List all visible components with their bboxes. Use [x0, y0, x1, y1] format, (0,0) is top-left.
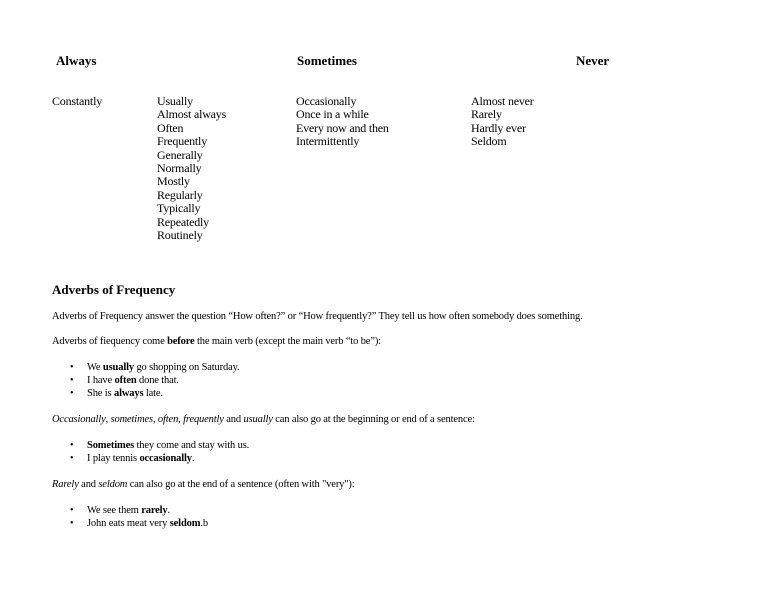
text-run: John eats meat very: [87, 518, 170, 529]
text-run: We see them: [87, 505, 142, 516]
intro-paragraph: Adverbs of Frequency answer the question “How often?” or “How frequently?” They tell us how often somebody does something.: [52, 311, 583, 322]
position-paragraph: [52, 413, 475, 426]
column-never-words: [471, 95, 534, 149]
word-item: Occasionally: [296, 94, 357, 108]
list-item: [52, 504, 208, 517]
bold-word: rarely: [141, 505, 168, 516]
list-item: [52, 387, 240, 400]
italic-word: often: [157, 414, 179, 425]
text-run: late.: [143, 388, 163, 399]
word-item: Seldom: [471, 134, 507, 149]
header-sometimes: Sometimes: [297, 53, 357, 68]
text-run: .: [191, 453, 195, 464]
bold-word: seldom: [169, 518, 201, 529]
list-item: [52, 517, 208, 530]
word-item: Regularly: [157, 187, 203, 202]
example-list-2: [52, 439, 249, 465]
italic-word: seldom: [98, 479, 128, 490]
text-run: the main verb (except the main verb “to be”):: [194, 336, 381, 347]
example-list-3: [52, 504, 208, 530]
column-sometimes-words: [296, 95, 389, 149]
bold-word: before: [167, 336, 195, 347]
text-run: She is: [87, 388, 114, 399]
italic-word: Occasionally: [52, 414, 106, 425]
text-run: Adverbs of fiequency come: [52, 336, 168, 347]
bold-word: occasionally: [139, 453, 192, 464]
column-constantly: [52, 95, 102, 108]
bold-word: Sometimes: [87, 440, 135, 451]
text-run: and: [78, 479, 99, 490]
italic-word: Rarely: [52, 479, 79, 490]
word-item: Repeatedly: [157, 214, 209, 229]
text-run: done that.: [136, 375, 179, 386]
word-item: Normally: [157, 161, 202, 176]
header-always: Always: [56, 53, 97, 68]
italic-word: sometimes: [110, 414, 153, 425]
list-item: [52, 452, 249, 465]
header-never: Never: [576, 53, 610, 68]
italic-word: frequently: [183, 414, 224, 425]
text-run: can also go at the beginning or end of a sentence:: [272, 414, 475, 425]
text-run: We: [87, 362, 103, 373]
bold-word: always: [113, 388, 144, 399]
word-item: Once in a while: [296, 107, 369, 122]
word-item: Almost always: [157, 107, 227, 122]
text-run: can also go at the end of a sentence (often with "very"):: [127, 479, 355, 490]
list-item: [52, 361, 240, 374]
column-always-words: [157, 95, 226, 242]
text-run: ,: [152, 414, 158, 425]
italic-word: usually: [243, 414, 273, 425]
word-item: Frequently: [157, 134, 207, 149]
text-run: I have: [87, 375, 115, 386]
text-run: they come and stay with us.: [134, 440, 250, 451]
example-list-1: [52, 361, 240, 400]
text-run: .: [167, 505, 171, 516]
text-run: .b: [200, 518, 208, 529]
word-item: Usually: [157, 94, 193, 108]
text-run: go shopping on Saturday.: [133, 362, 240, 373]
section-title: Adverbs of Frequency: [52, 282, 176, 297]
text-run: ,: [105, 414, 111, 425]
word-item: Mostly: [157, 174, 190, 189]
bold-word: often: [114, 375, 137, 386]
word-item: Routinely: [157, 228, 203, 243]
word-item: Typically: [157, 201, 201, 216]
text-run: and: [223, 414, 244, 425]
word-item: Constantly: [52, 94, 103, 108]
list-item: [52, 374, 240, 387]
end-paragraph: [52, 478, 355, 491]
word-item: Almost never: [471, 94, 534, 108]
bold-word: usually: [102, 362, 134, 373]
text-run: ,: [178, 414, 184, 425]
word-item: Generally: [157, 147, 203, 162]
word-item: Rarely: [471, 107, 502, 122]
rule-paragraph: [52, 335, 381, 348]
word-item: Hardly ever: [471, 120, 526, 135]
word-item: Every now and then: [296, 120, 389, 135]
text-run: I play tennis: [87, 453, 140, 464]
list-item: [52, 439, 249, 452]
word-item: Intermittently: [296, 134, 360, 149]
word-item: Often: [157, 120, 184, 135]
